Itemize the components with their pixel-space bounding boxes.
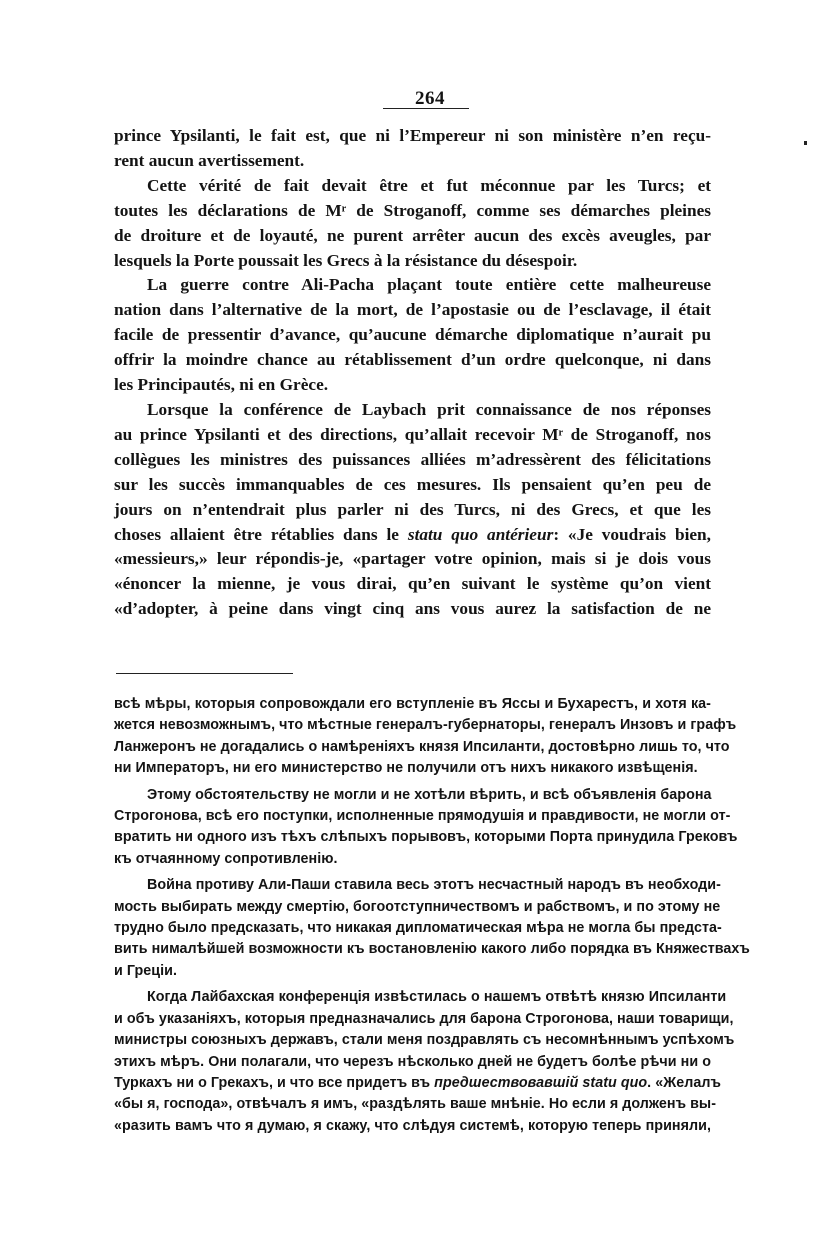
text-line: sur les succès immanquables de ces mesures. Ils pensaient qu’en peu de bbox=[114, 474, 711, 494]
footnote-line: Когда Лайбахская конференція извѣстилась о нашемъ отвѣтѣ князю Ипсиланти bbox=[147, 989, 727, 1006]
footnote-line: ни Императоръ, ни его министерство не получили отъ нихъ никакого извѣщенія. bbox=[114, 760, 698, 777]
text-line: offrir la moindre chance au rétablissement d’un ordre quelconque, ni dans bbox=[114, 350, 711, 370]
text-line: Cette vérité de fait devait être et fut méconnue par les Turcs; et bbox=[147, 175, 711, 195]
paragraph bbox=[114, 273, 711, 398]
footnote-paragraph bbox=[114, 875, 750, 982]
text-line: prince Ypsilanti, le fait est, que ni l’Empereur ni son ministère n’en reçu- bbox=[114, 126, 711, 145]
text-line: nation dans l’alternative de la mort, de l’apostasie ou de l’esclavage, il était bbox=[114, 300, 711, 320]
text-run: Туркахъ ни о Грекахъ, и что все придетъ въ bbox=[114, 1074, 435, 1091]
footnote-line: Война противу Али-Паши ставила весь этотъ несчастный народъ въ необходи- bbox=[147, 877, 721, 894]
text-line: lesquels la Porte poussait les Grecs à la résistance du désespoir. bbox=[114, 250, 578, 270]
margin-mark bbox=[804, 141, 807, 145]
footnote-line: министры союзныхъ державъ, стали меня поздравлять съ несомнѣннымъ успѣхомъ bbox=[114, 1032, 735, 1049]
text-line: facile de pressentir d’avance, qu’aucune démarche diplomatique n’aurait pu bbox=[114, 325, 711, 345]
footnote-paragraph bbox=[114, 785, 738, 871]
text-run: : «Je voudrais bien, bbox=[553, 524, 711, 544]
footnote-russian bbox=[114, 694, 750, 1142]
footnote-line: всѣ мѣры, которыя сопровождали его вступленіе въ Яссы и Бухарестъ, и хотя ка- bbox=[114, 696, 711, 712]
paragraph bbox=[114, 398, 711, 622]
footnote-rule bbox=[116, 673, 293, 674]
footnote-paragraph bbox=[114, 987, 735, 1137]
main-text-french bbox=[114, 124, 711, 622]
text-line: «énoncer la mienne, je vous dirai, qu’en suivant le système qu’on vient bbox=[114, 574, 711, 594]
footnote-line: Строгонова, всѣ его поступки, исполненные прямодушія и правдивости, не могли от- bbox=[114, 808, 731, 825]
text-line: toutes les déclarations de Mʳ de Stroganoff, comme ses démarches pleines bbox=[114, 200, 711, 220]
footnote-paragraph bbox=[114, 694, 737, 780]
footnote-line: этихъ мѣръ. Они полагали, что черезъ нѣсколько дней не будетъ болѣе рѣчи ни о bbox=[114, 1053, 711, 1070]
footnote-line-with-italic bbox=[114, 1073, 721, 1094]
paragraph bbox=[114, 174, 711, 274]
footnote-line: мость выбирать между смертію, богоотступничествомъ и рабствомъ, и по этому не bbox=[114, 898, 721, 915]
footnote-line: къ отчаянному сопротивленію. bbox=[114, 850, 338, 867]
italic-phrase: statu quo antérieur bbox=[407, 524, 554, 544]
footnote-line: «бы я, господа», отвѣчалъ я имъ, «раздѣлять ваше мнѣніе. Но если я долженъ вы- bbox=[114, 1096, 717, 1113]
footnote-line: Ланжеронъ не догадались о намѣреніяхъ князя Ипсиланти, достовѣрно лишь то, что bbox=[114, 738, 730, 755]
text-line: «d’adopter, à peine dans vingt cinq ans vous aurez la satisfaction de ne bbox=[114, 599, 711, 619]
paragraph bbox=[114, 124, 711, 174]
text-run: choses allaient être rétablies dans le bbox=[114, 524, 408, 544]
footnote-line: и Греціи. bbox=[114, 962, 177, 979]
text-line: jours on n’entendrait plus parler ni des Turcs, ni des Grecs, et que les bbox=[114, 499, 711, 519]
footnote-line: жется невозможнымъ, что мѣстные генералъ-губернаторы, генералъ Инзовъ и графъ bbox=[114, 717, 737, 734]
footnote-line: и объ указаніяхъ, которыя предназначались для барона Строгонова, наши товарищи, bbox=[114, 1010, 734, 1027]
text-line: au prince Ypsilanti et des directions, qu’allait recevoir Mʳ de Stroganoff, nos bbox=[114, 424, 711, 444]
text-line: rent aucun avertissement. bbox=[114, 150, 305, 170]
text-line: La guerre contre Ali-Pacha plaçant toute entière cette malheureuse bbox=[147, 275, 711, 295]
italic-phrase: предшествовавшій statu quo bbox=[434, 1074, 648, 1091]
text-run: . «Желалъ bbox=[647, 1074, 721, 1091]
text-line: «messieurs,» leur répondis-je, «partager votre opinion, mais si je dois vous bbox=[114, 549, 711, 569]
footnote-line: Этому обстоятельству не могли и не хотѣли вѣрить, и всѣ объявленія барона bbox=[147, 786, 712, 803]
text-line-with-italic bbox=[114, 523, 711, 548]
text-line: les Principautés, ni en Grèce. bbox=[114, 375, 329, 395]
page-number-rule bbox=[383, 108, 469, 109]
text-line: de droiture et de loyauté, ne purent arrêter aucun des excès aveugles, par bbox=[114, 225, 711, 245]
text-line: Lorsque la conférence de Laybach prit connaissance de nos réponses bbox=[147, 399, 711, 419]
footnote-line: трудно было предсказать, что никакая дипломатическая мѣра не могла бы предста- bbox=[114, 920, 722, 937]
footnote-line: вратить ни одного изъ тѣхъ слѣпыхъ порывовъ, которыми Порта принудила Грековъ bbox=[114, 829, 738, 846]
page-number: 264 bbox=[415, 88, 445, 109]
text-line: collègues les ministres des puissances alliées m’adressèrent des félicitations bbox=[114, 449, 711, 469]
footnote-line: вить нималѣйшей возможности къ востановленію какого либо порядка въ Княжествахъ bbox=[114, 941, 750, 958]
footnote-line: «разить вамъ что я думаю, я скажу, что слѣдуя системѣ, которую теперь приняли, bbox=[114, 1117, 711, 1134]
